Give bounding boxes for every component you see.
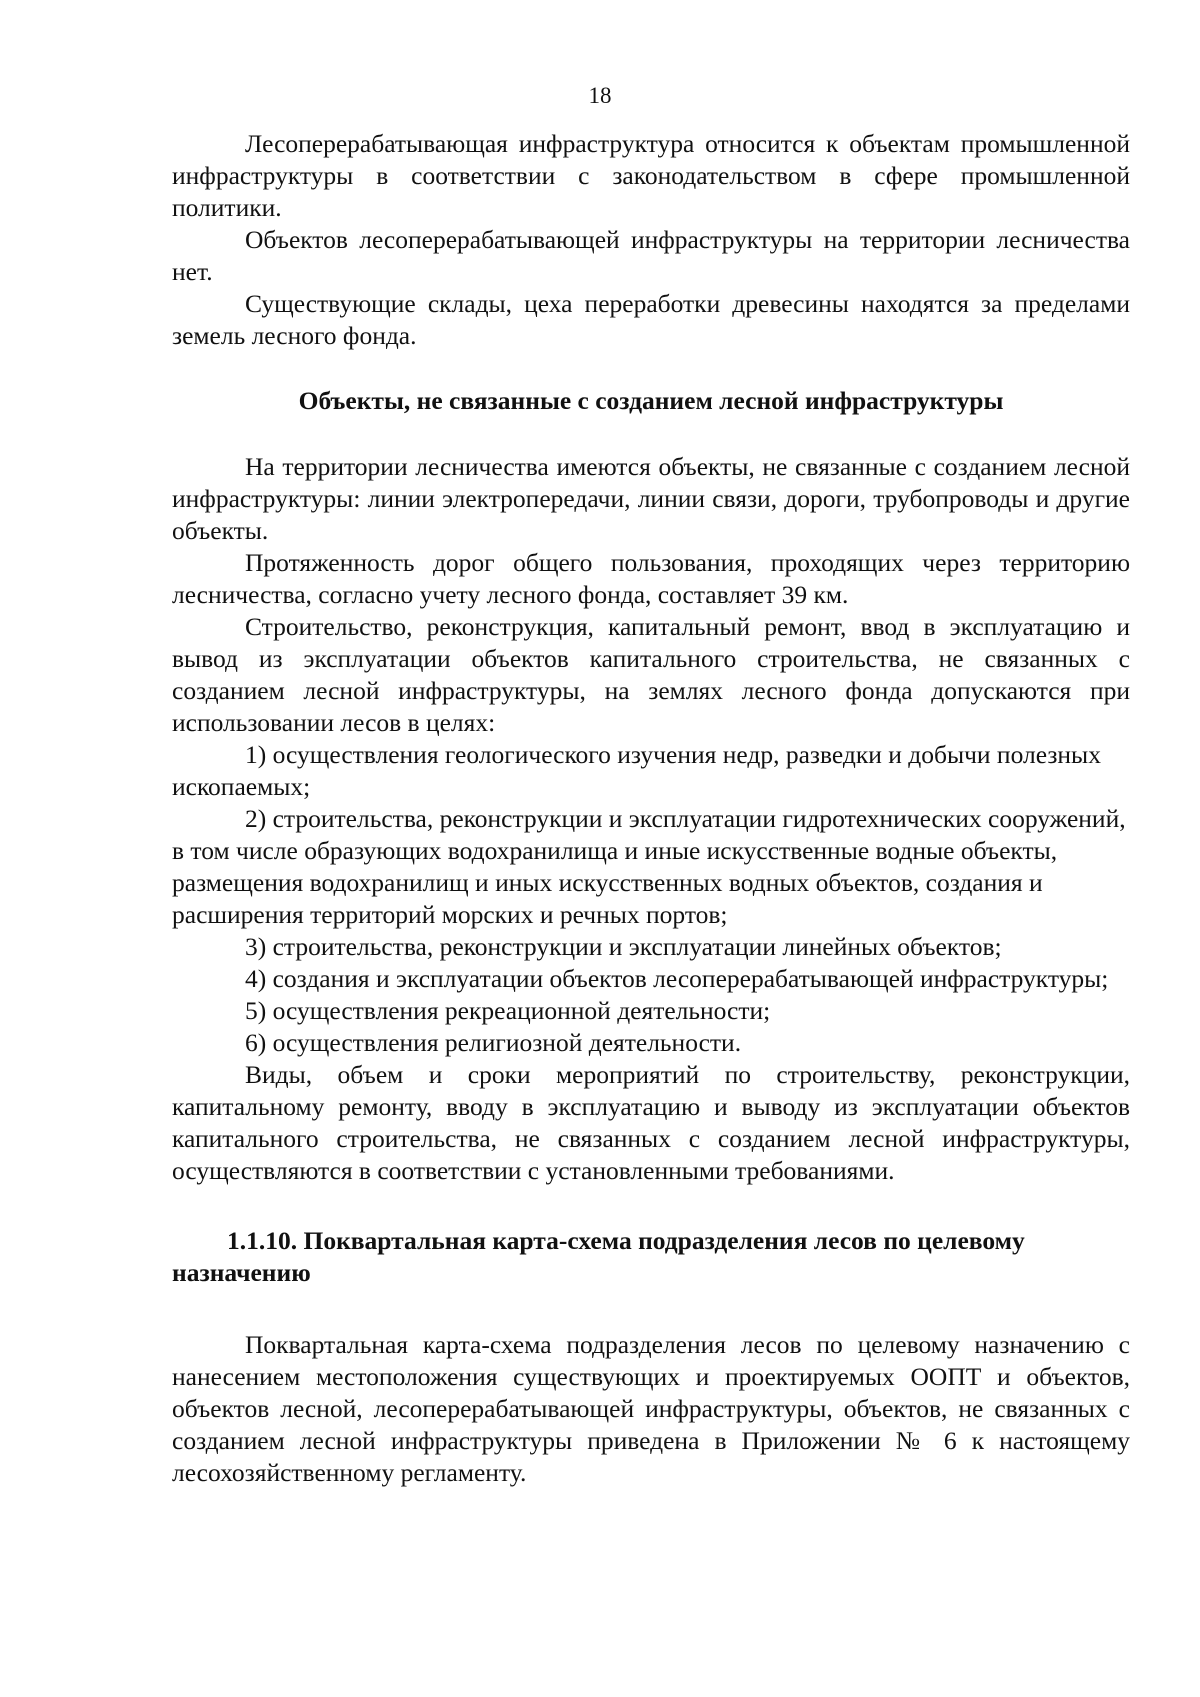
spacer: [172, 352, 1130, 385]
list-item: 2) строительства, реконструкции и эксплуатации гидротехнических сооружений, в том числе образующих водохранилища и иные искусственные водные объекты, размещения водохранилищ и иных искусственных водных объектов, создания и расширения территорий морских и речных портов;: [172, 804, 1126, 929]
list-item: 4) создания и эксплуатации объектов лесоперерабатывающей инфраструктуры;: [245, 964, 1109, 993]
list-item: 3) строительства, реконструкции и эксплуатации линейных объектов;: [245, 932, 1002, 961]
paragraph-no-objects: Объектов лесоперерабатывающей инфраструктуры на территории лесничества нет.: [172, 225, 1130, 286]
heading-unrelated-objects: Объекты, не связанные с созданием лесной инфраструктуры: [298, 386, 1004, 415]
page-number: 18: [588, 83, 612, 108]
document-body: [172, 128, 1130, 1489]
list-item: 1) осуществления геологического изучения недр, разведки и добычи полезных ископаемых;: [172, 740, 1101, 801]
heading-section-1-1-10: 1.1.10. Поквартальная карта-схема подразделения лесов по целевому назначению: [172, 1226, 1025, 1287]
paragraph-map-scheme: Поквартальная карта-схема подразделения лесов по целевому назначению с нанесением местоположения существующих и проектируемых ООПТ и объектов, объектов лесной, лесоперерабатывающей инфраструктуры, объектов, не связанных с созданием лесной инфраструктуры приведена в Приложении № 6 к настоящему лесохозяйственному регламенту.: [172, 1330, 1130, 1487]
paragraph-road-length: Протяженность дорог общего пользования, проходящих через территорию лесничества, согласно учету лесного фонда, составляет 39 км.: [172, 548, 1130, 609]
paragraph-existing-objects: На территории лесничества имеются объекты, не связанные с созданием лесной инфраструктуры: линии электропередачи, линии связи, дороги, трубопроводы и другие объекты.: [172, 452, 1130, 545]
paragraph-existing-warehouses: Существующие склады, цеха переработки древесины находятся за пределами земель лесного фонда.: [172, 289, 1130, 350]
list-item: 5) осуществления рекреационной деятельности;: [245, 996, 771, 1025]
spacer: [172, 417, 1130, 451]
paragraph-activity-requirements: Виды, объем и сроки мероприятий по строительству, реконструкции, капитальному ремонту, вводу в эксплуатацию и выводу из эксплуатации объектов капитального строительства, не связанных с созданием лесной инфраструктуры, осуществляются в соответствии с установленными требованиями.: [172, 1060, 1130, 1185]
paragraph-construction-purposes: Строительство, реконструкция, капитальный ремонт, ввод в эксплуатацию и вывод из эксплуатации объектов капитального строительства, не связанных с созданием лесной инфраструктуры, на землях лесного фонда допускаются при использовании лесов в целях:: [172, 612, 1130, 737]
list-item: 6) осуществления религиозной деятельности.: [245, 1028, 742, 1057]
paragraph-infrastructure-classification: Лесоперерабатывающая инфраструктура относится к объектам промышленной инфраструктуры в соответствии с законодательством в сфере промышленной политики.: [172, 129, 1130, 222]
spacer: [172, 1289, 1130, 1329]
spacer: [172, 1187, 1130, 1225]
